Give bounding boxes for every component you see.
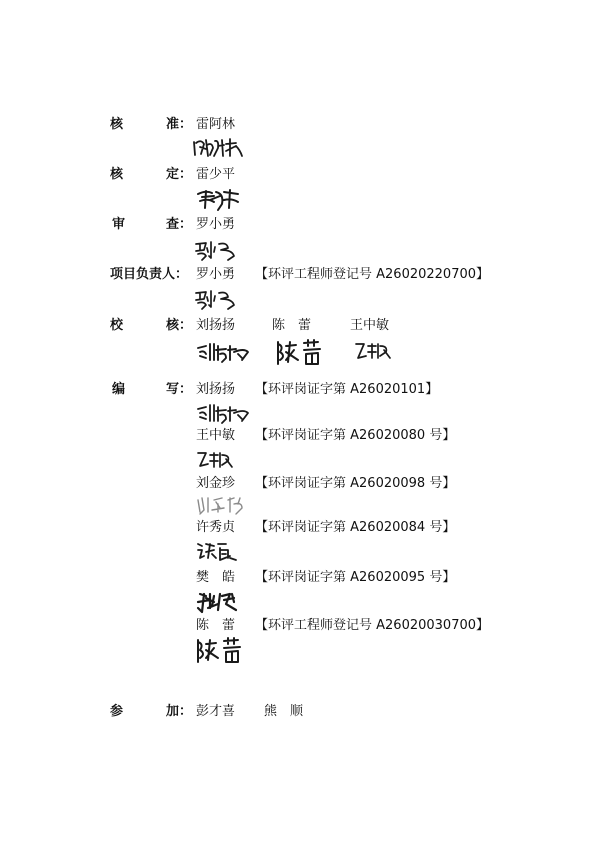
name-bianxie-2: 王中敏 [196,428,236,443]
cert-fuzeren: 【环评工程师登记号 A26020220700】 [255,267,490,282]
cert-bianxie-4: 【环评岗证字第 A26020084 号】 [255,520,456,535]
cert-bianxie-5: 【环评岗证字第 A26020095 号】 [255,570,456,585]
label-hezhun-first: 核 [110,117,124,132]
label-canjia-second: 加： [166,704,193,719]
signature-bianxie-2 [196,450,236,470]
label-jiaohe-second: 核： [166,318,193,333]
name-fuzeren: 罗小勇 [196,267,236,282]
signature-bianxie-3 [196,494,246,516]
cert-bianxie-3: 【环评岗证字第 A26020098 号】 [255,476,456,491]
name-jiaohe-3: 王中敏 [350,318,390,333]
signature-shencha [194,238,238,262]
cert-bianxie-1: 【环评岗证字第 A26020101】 [255,382,439,397]
signature-jiaohe-2 [274,338,326,366]
name-canjia-1: 彭才喜 [196,704,236,719]
label-jiaohe-first: 校 [110,318,124,333]
name-bianxie-6: 陈 蕾 [196,618,236,633]
cert-bianxie-6: 【环评工程师登记号 A26020030700】 [255,618,490,633]
signature-jiaohe-1 [196,340,252,364]
signature-heding [194,186,242,212]
signature-bianxie-1 [196,402,252,424]
signature-bianxie-5 [196,590,240,616]
name-bianxie-3: 刘金珍 [196,476,236,491]
signature-bianxie-4 [196,540,240,562]
label-bianxie-second: 写： [166,382,193,397]
signature-jiaohe-3 [354,340,394,362]
name-bianxie-1: 刘扬扬 [196,382,236,397]
name-heding: 雷少平 [196,167,236,182]
name-jiaohe-2: 陈 蕾 [272,318,312,333]
name-bianxie-5: 樊 皓 [196,570,236,585]
name-bianxie-4: 许秀贞 [196,520,236,535]
label-shencha-second: 查： [166,217,193,232]
label-canjia-first: 参 [110,704,124,719]
name-jiaohe-1: 刘扬扬 [196,318,236,333]
label-heding-first: 核 [110,167,124,182]
label-shencha-first: 审 [112,217,126,232]
signature-hezhun [192,136,244,160]
label-bianxie-first: 编 [112,382,126,397]
signature-fuzeren [194,288,238,310]
name-hezhun: 雷阿林 [196,117,236,132]
label-fuzeren: 项目负责人： [110,267,189,282]
name-shencha: 罗小勇 [196,217,236,232]
label-heding-second: 定： [166,167,193,182]
label-hezhun-second: 准： [166,117,193,132]
signature-bianxie-6 [194,636,246,664]
name-canjia-2: 熊 顺 [264,704,304,719]
cert-bianxie-2: 【环评岗证字第 A26020080 号】 [255,428,456,443]
